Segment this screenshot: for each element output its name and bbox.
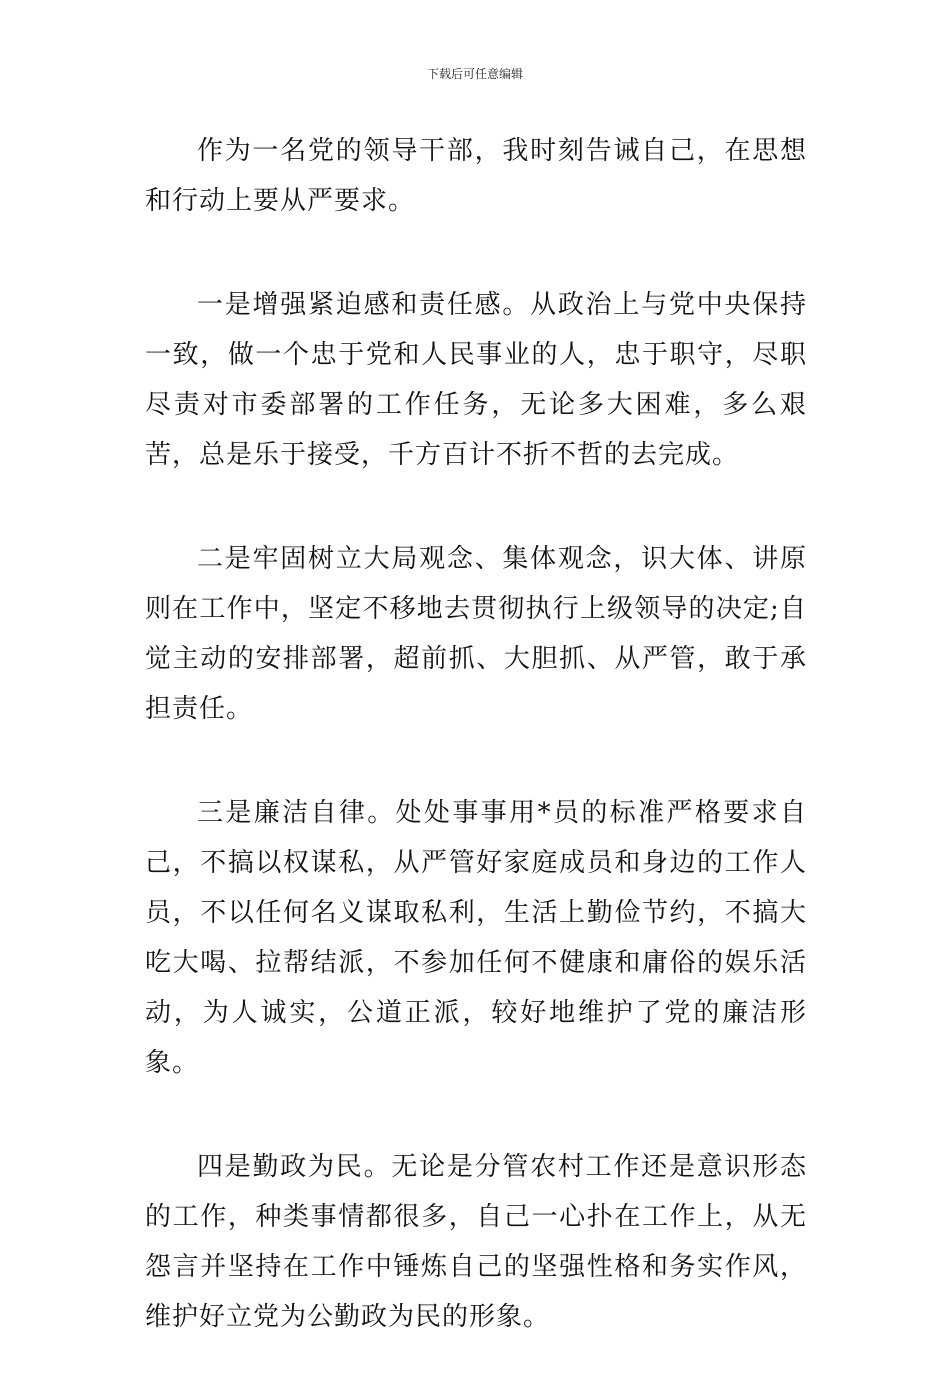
paragraph-point-1: 一是增强紧迫感和责任感。从政治上与党中央保持一致，做一个忠于党和人民事业的人，忠于职守，尽职尽责对市委部署的工作任务，无论多大困难，多么艰苦，总是乐于接受，千方百计不折不哲的去完成。	[145, 290, 807, 470]
paragraph-intro: 作为一名党的领导干部，我时刻告诫自己，在思想和行动上要从严要求。	[145, 136, 807, 216]
paragraph-point-3: 三是廉洁自律。处处事事用*员的标准严格要求自己，不搞以权谋私，从严管好家庭成员和身边的工作人员，不以任何名义谋取私利，生活上勤俭节约，不搞大吃大喝、拉帮结派，不参加任何不健康和庸俗的娱乐活动，为人诚实，公道正派，较好地维护了党的廉洁形象。	[145, 798, 807, 1078]
document-body	[145, 126, 807, 1396]
paragraph-point-2: 二是牢固树立大局观念、集体观念，识大体、讲原则在工作中，坚定不移地去贯彻执行上级领导的决定;自觉主动的安排部署，超前抓、大胆抓、从严管，敢于承担责任。	[145, 544, 807, 724]
page-header: 下载后可任意编辑	[426, 67, 523, 81]
paragraph-point-4: 四是勤政为民。无论是分管农村工作还是意识形态的工作，种类事情都很多，自己一心扑在工作上，从无怨言并坚持在工作中锤炼自己的坚强性格和务实作风，维护好立党为公勤政为民的形象。	[145, 1152, 807, 1332]
